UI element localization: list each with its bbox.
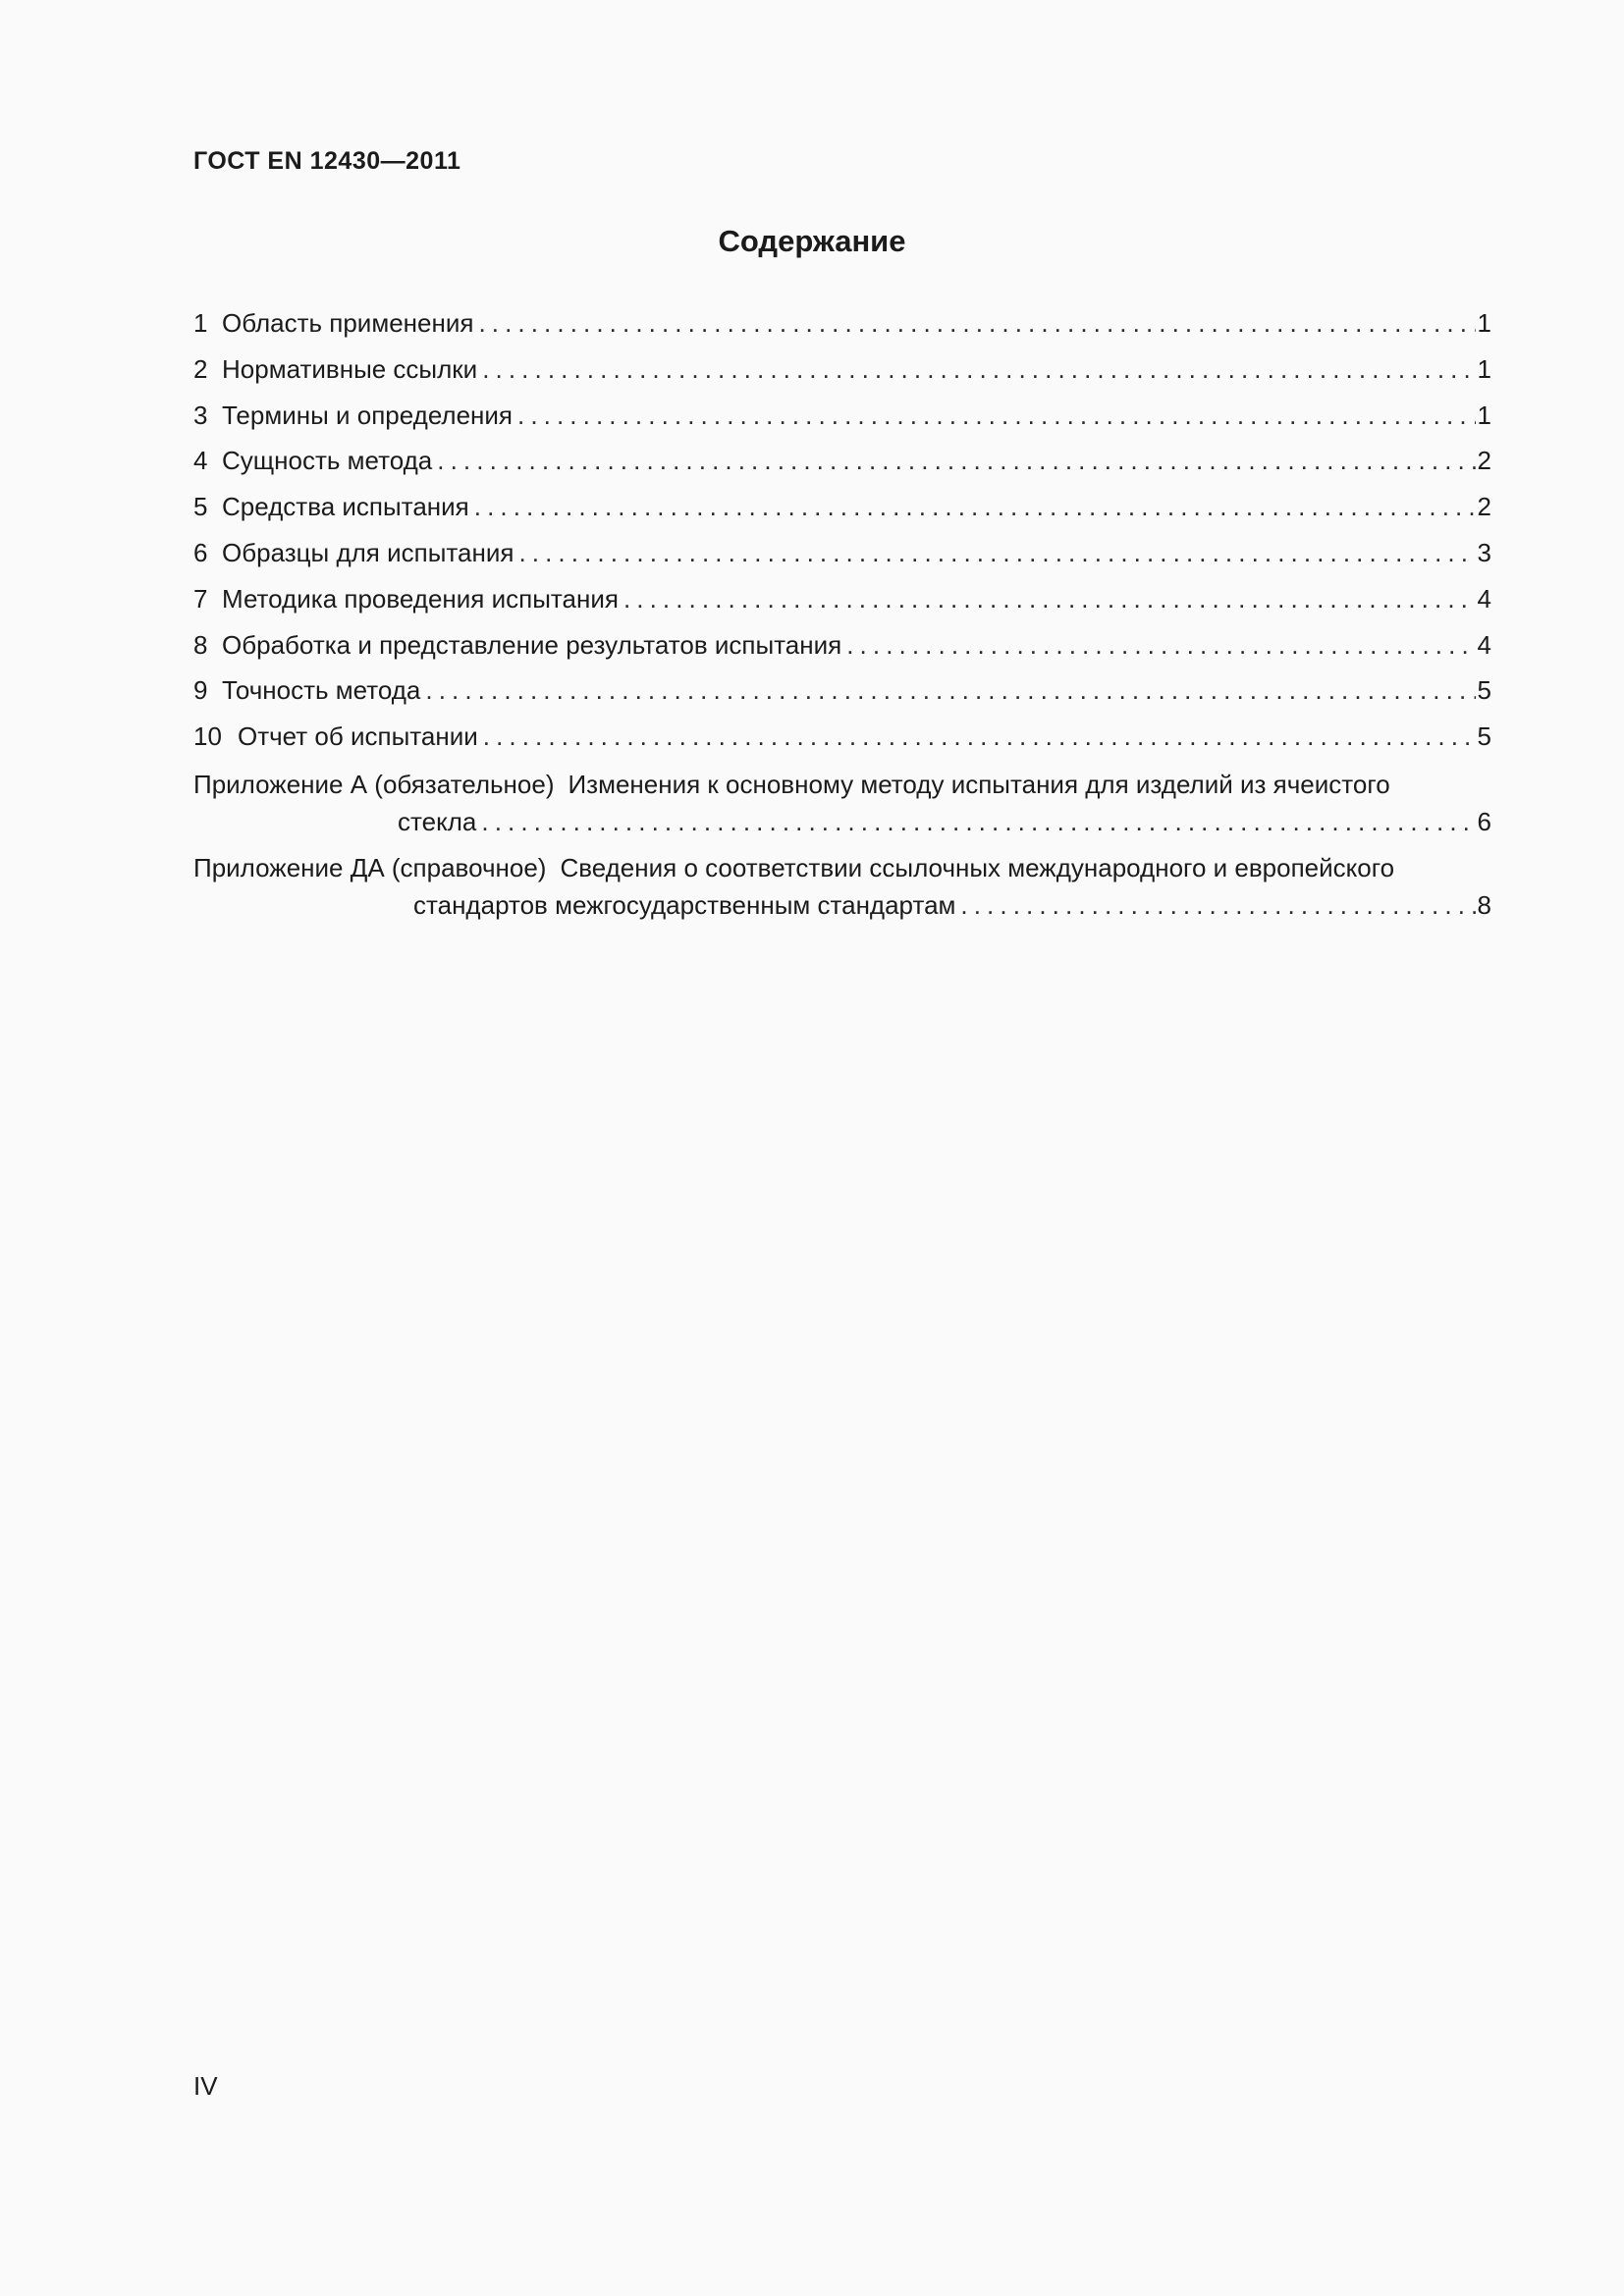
leader-dots: [483, 721, 1476, 752]
toc-entry-page: 1: [1477, 353, 1491, 384]
toc-entry[interactable]: [193, 584, 1491, 630]
page-number: IV: [193, 2071, 218, 2101]
standard-code: ГОСТ EN 12430—2011: [193, 147, 461, 175]
toc-entry[interactable]: [193, 400, 1491, 447]
toc-entry-page: 8: [1477, 889, 1491, 920]
toc-entry-label: Средства испытания: [222, 492, 469, 522]
leader-dots: [517, 400, 1476, 431]
toc-entry-page: 2: [1477, 446, 1491, 476]
leader-dots: [518, 538, 1475, 568]
toc-entry-number: 6: [193, 537, 208, 567]
toc-entry-number: 8: [193, 629, 208, 660]
toc-entry[interactable]: [193, 354, 1491, 400]
toc-entry-page: 1: [1477, 308, 1491, 338]
toc-entry-page: 2: [1477, 492, 1491, 522]
appendix-title-continued: стандартов межгосударственным стандартам: [413, 889, 956, 920]
toc-entry-label: Обработка и представление результатов испытания: [222, 629, 842, 660]
toc-entry-number: 7: [193, 583, 208, 614]
toc-entry[interactable]: [193, 308, 1491, 354]
toc-entry[interactable]: [193, 538, 1491, 584]
toc-appendix-entry[interactable]: [193, 853, 1491, 936]
leader-dots: [482, 354, 1475, 385]
leader-dots: [960, 890, 1475, 921]
toc-entry[interactable]: [193, 446, 1491, 492]
toc-entry[interactable]: [193, 492, 1491, 538]
leader-dots: [478, 308, 1475, 339]
appendix-prefix: Приложение А (обязательное): [193, 769, 555, 799]
table-of-contents: [193, 308, 1491, 936]
leader-dots: [623, 584, 1476, 614]
toc-entry-label: Нормативные ссылки: [222, 353, 478, 384]
toc-entry-label: Сущность метода: [222, 446, 433, 476]
appendix-title: Сведения о соответствии ссылочных международного и европейского: [560, 852, 1395, 882]
toc-entry[interactable]: [193, 721, 1491, 768]
toc-entry-number: 3: [193, 400, 208, 430]
toc-entry-label: Точность метода: [222, 675, 421, 706]
toc-entry-page: 5: [1477, 721, 1491, 752]
toc-entry-number: 2: [193, 353, 208, 384]
toc-entry-page: 1: [1477, 400, 1491, 430]
appendix-prefix: Приложение ДА (справочное): [193, 852, 547, 882]
leader-dots: [437, 446, 1475, 476]
toc-entry-page: 5: [1477, 675, 1491, 706]
leader-dots: [425, 675, 1475, 706]
toc-entry-page: 3: [1477, 537, 1491, 567]
toc-entry-page: 6: [1477, 806, 1491, 836]
toc-entry-label: Область применения: [222, 308, 474, 338]
toc-entry-label: Термины и определения: [222, 400, 514, 430]
toc-entry-number: 10: [193, 721, 222, 752]
toc-entry-page: 4: [1477, 583, 1491, 614]
toc-entry-label: Образцы для испытания: [222, 537, 514, 567]
toc-entry-label: Методика проведения испытания: [222, 583, 619, 614]
leader-dots: [846, 630, 1475, 661]
toc-entry-number: 9: [193, 675, 208, 706]
toc-entry[interactable]: [193, 675, 1491, 721]
appendix-title: Изменения к основному методу испытания для изделий из ячеистого: [568, 769, 1390, 799]
toc-title: Содержание: [718, 224, 906, 258]
leader-dots: [481, 807, 1475, 837]
toc-entry[interactable]: [193, 630, 1491, 676]
toc-entry-number: 1: [193, 308, 208, 338]
appendix-title-continued: стекла: [398, 806, 477, 836]
toc-entry-page: 4: [1477, 629, 1491, 660]
leader-dots: [474, 492, 1476, 522]
toc-entry-label: Отчет об испытании: [238, 721, 478, 752]
toc-entry-number: 5: [193, 492, 208, 522]
toc-appendix-entry[interactable]: [193, 770, 1491, 853]
toc-entry-number: 4: [193, 446, 208, 476]
